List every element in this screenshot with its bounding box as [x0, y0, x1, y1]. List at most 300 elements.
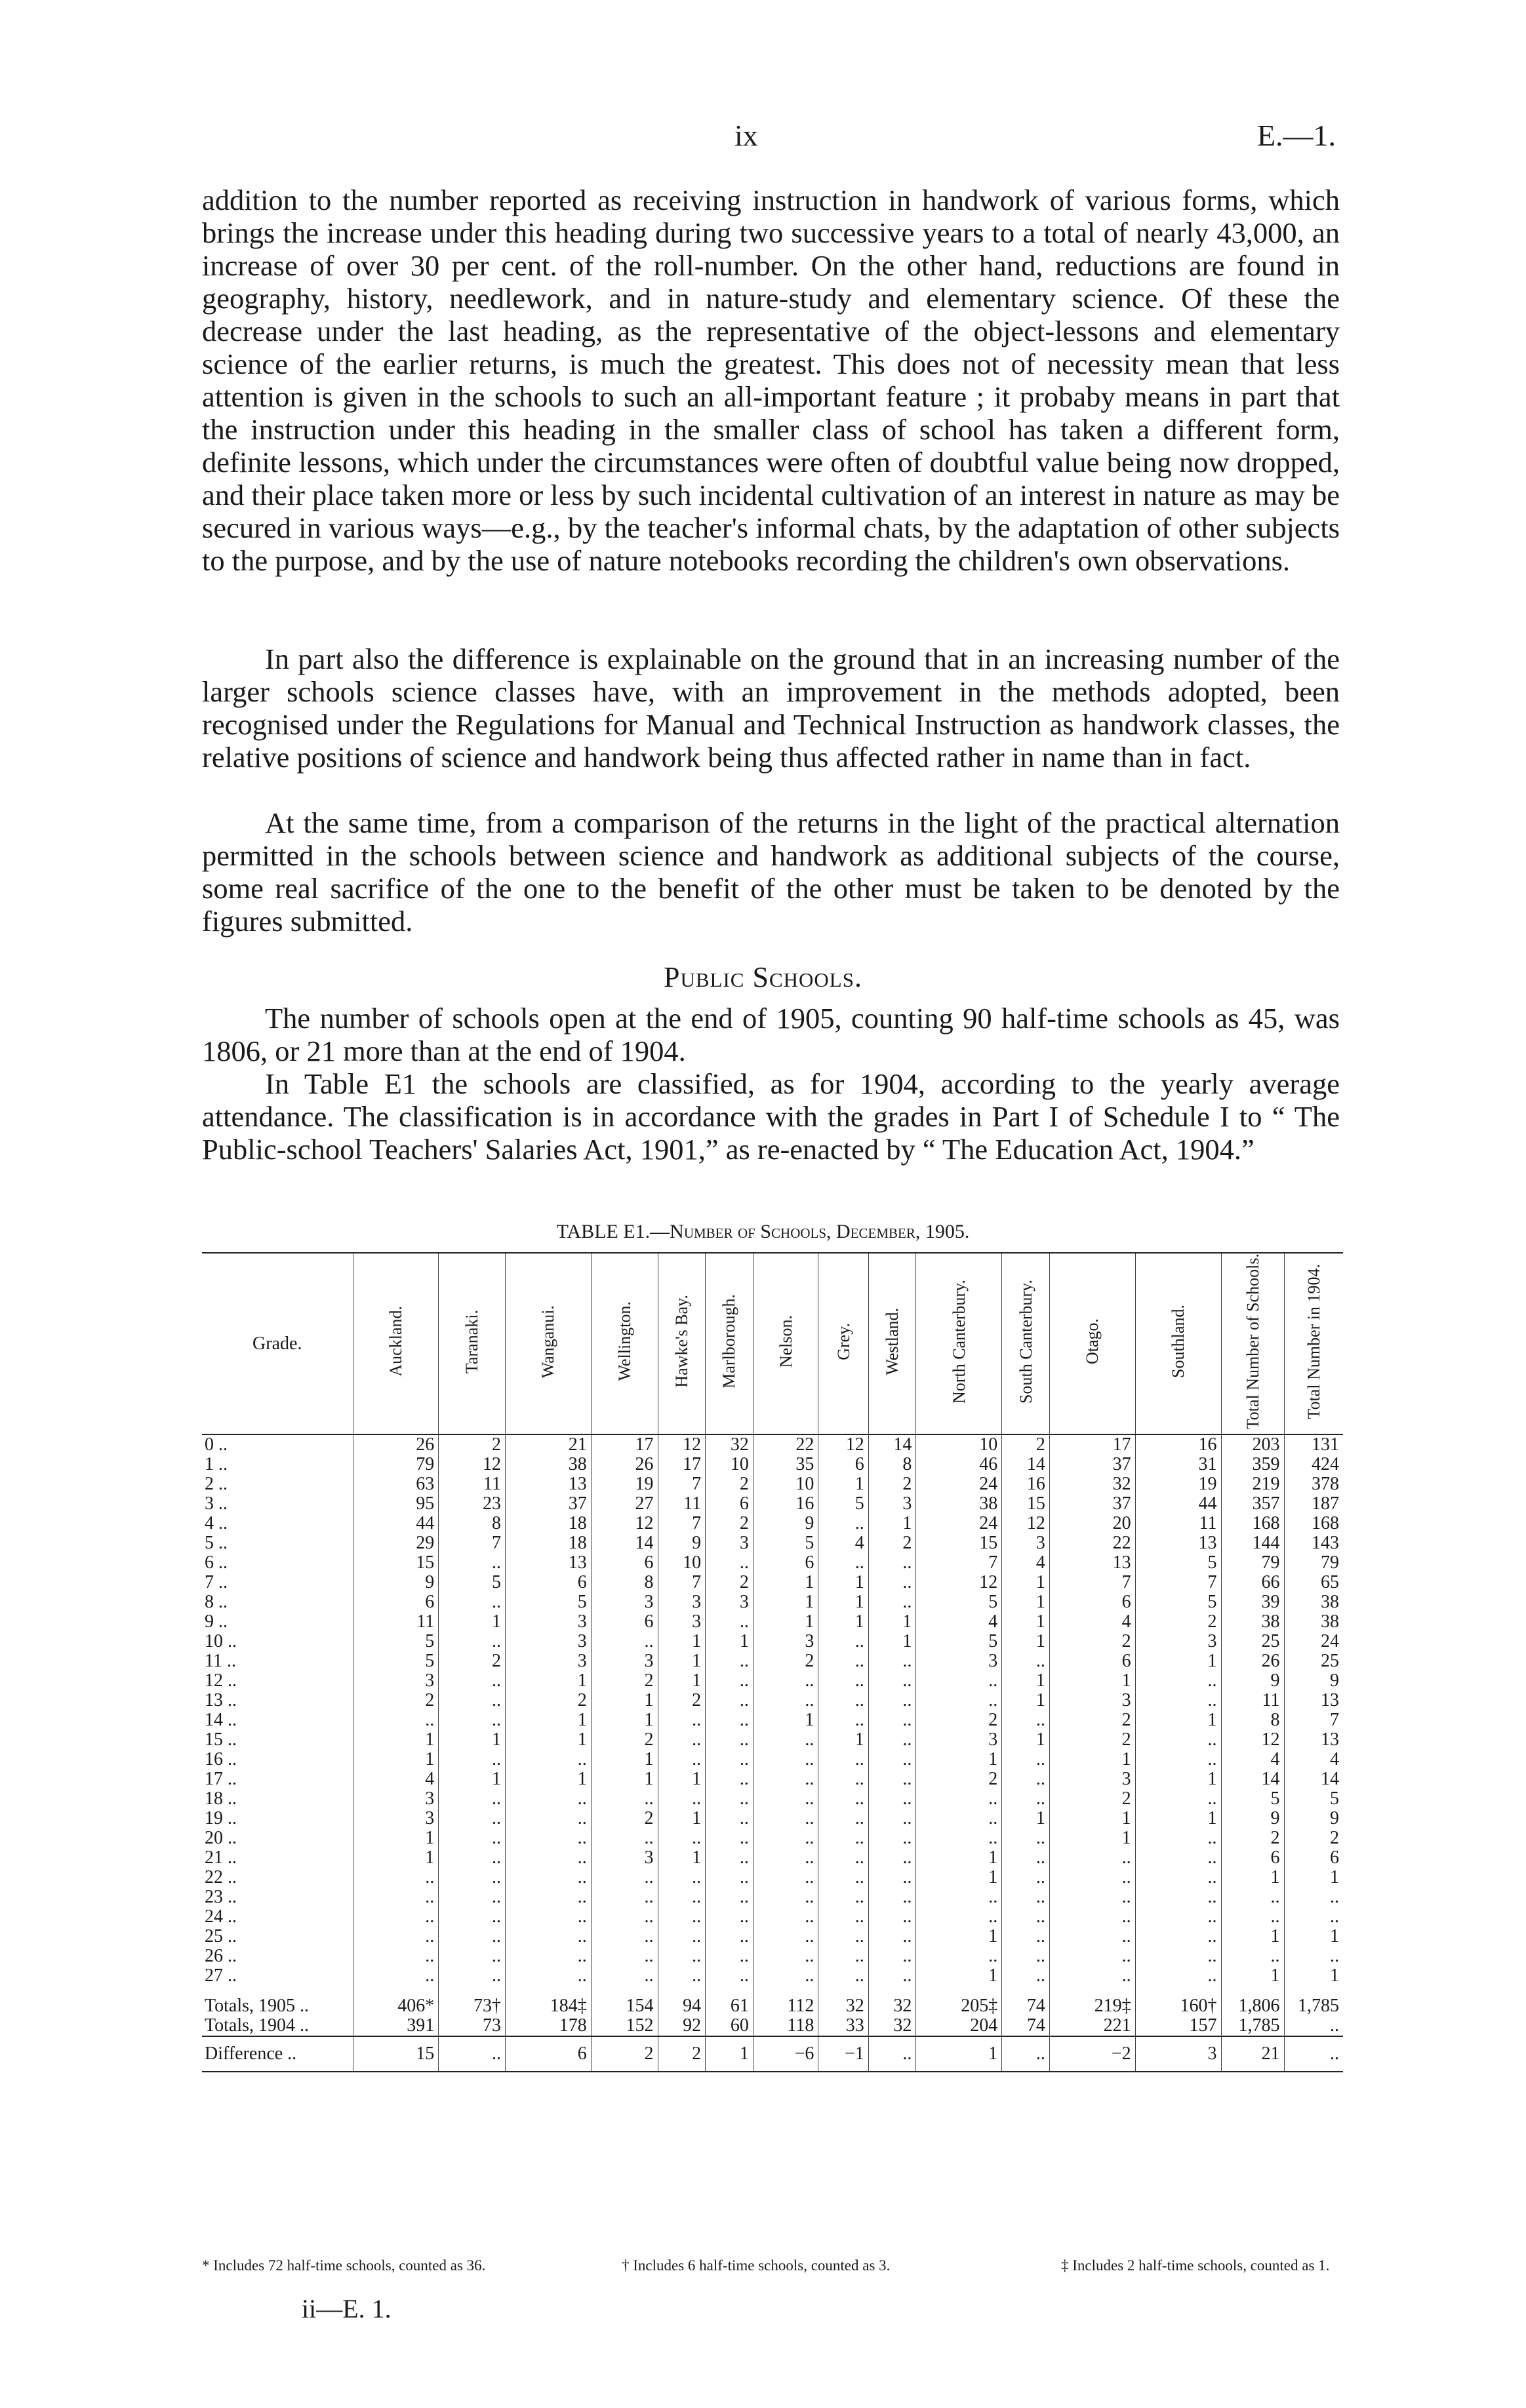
- value-cell: ..: [1135, 1868, 1221, 1887]
- table-row: [202, 1946, 1343, 1966]
- value-cell: 1: [353, 1750, 439, 1769]
- value-cell: 16: [1002, 1474, 1050, 1494]
- value-cell: ..: [706, 1789, 753, 1809]
- value-cell: 6: [591, 1553, 658, 1573]
- value-cell: ..: [591, 1789, 658, 1809]
- value-cell: 25: [1284, 1651, 1343, 1671]
- value-cell: 3: [353, 1809, 439, 1828]
- value-cell: 21: [1221, 2036, 1284, 2072]
- value-cell: 6: [506, 2036, 592, 2072]
- value-cell: 112: [753, 1996, 818, 2016]
- value-cell: 5: [818, 1494, 868, 1514]
- value-cell: 3: [916, 1651, 1002, 1671]
- value-cell: ..: [753, 1769, 818, 1789]
- value-cell: 168: [1221, 1514, 1284, 1533]
- grade-cell: 19 ..: [205, 1808, 237, 1829]
- value-cell: 1,785: [1221, 2016, 1284, 2036]
- value-cell: 221: [1049, 2016, 1135, 2036]
- value-cell: 5: [353, 1651, 439, 1671]
- value-cell: ..: [1002, 1651, 1050, 1671]
- value-cell: 13: [1135, 1533, 1221, 1553]
- value-cell: −2: [1049, 2036, 1135, 2072]
- table-row: [202, 1553, 1343, 1573]
- value-cell: −6: [753, 2036, 818, 2072]
- value-cell: 73†: [439, 1996, 506, 2016]
- spacer-cell: [818, 1986, 868, 1996]
- schools-table: [202, 1252, 1343, 2072]
- value-cell: 27: [591, 1494, 658, 1514]
- table-row: [202, 1769, 1343, 1789]
- value-cell: ..: [753, 1907, 818, 1927]
- value-cell: 1: [916, 1848, 1002, 1868]
- value-cell: ..: [1002, 1828, 1050, 1848]
- value-cell: ..: [1002, 1868, 1050, 1887]
- value-cell: ..: [658, 1730, 706, 1750]
- value-cell: ..: [706, 1730, 753, 1750]
- value-cell: 2: [1284, 1828, 1343, 1848]
- value-cell: 92: [658, 2016, 706, 2036]
- value-cell: 24: [916, 1514, 1002, 1533]
- value-cell: ..: [1284, 1946, 1343, 1966]
- value-cell: ..: [506, 1966, 592, 1986]
- value-cell: ..: [706, 1553, 753, 1573]
- value-cell: 3: [916, 1730, 1002, 1750]
- value-cell: ..: [868, 1671, 916, 1691]
- value-cell: 15: [353, 2036, 439, 2072]
- part-also-text: In part also the difference is explainable on the ground that in an increasing number of the larger schools science classes have, with an improvement in the methods adopted, been recognised under the Regulations for Manual and Technical Instruction as handwork classes, the relative positions of science and handwork being thus affected rather in name than in fact.: [202, 642, 1340, 774]
- value-cell: ..: [1284, 1887, 1343, 1907]
- value-cell: 9: [353, 1573, 439, 1592]
- value-cell: ..: [706, 1848, 753, 1868]
- value-cell: ..: [1221, 1907, 1284, 1927]
- value-cell: 1: [916, 1750, 1002, 1769]
- value-cell: ..: [706, 1691, 753, 1710]
- value-cell: 38: [916, 1494, 1002, 1514]
- value-cell: 1: [1002, 1592, 1050, 1612]
- table-row: [202, 1671, 1343, 1691]
- value-cell: 22: [753, 1434, 818, 1455]
- value-cell: 7: [439, 1533, 506, 1553]
- value-cell: ..: [1049, 1966, 1135, 1986]
- value-cell: 9: [1284, 1671, 1343, 1691]
- value-cell: 5: [1135, 1553, 1221, 1573]
- value-cell: 1: [818, 1612, 868, 1632]
- grade-cell: 24 ..: [205, 1906, 237, 1927]
- value-cell: 2: [506, 1691, 592, 1710]
- value-cell: 1: [439, 1612, 506, 1632]
- value-cell: ..: [1284, 1907, 1343, 1927]
- value-cell: 1: [1135, 1651, 1221, 1671]
- spacer-row: [202, 1986, 1343, 1996]
- value-cell: 38: [1221, 1612, 1284, 1632]
- value-cell: 26: [1221, 1651, 1284, 1671]
- value-cell: 3: [1049, 1691, 1135, 1710]
- value-cell: ..: [706, 1887, 753, 1907]
- value-cell: ..: [753, 1887, 818, 1907]
- value-cell: ..: [868, 1769, 916, 1789]
- value-cell: 2: [1049, 1789, 1135, 1809]
- value-cell: 37: [1049, 1455, 1135, 1474]
- value-cell: 1: [753, 1592, 818, 1612]
- value-cell: 21: [506, 1434, 592, 1455]
- value-cell: ..: [1135, 1848, 1221, 1868]
- value-cell: ..: [506, 1927, 592, 1946]
- value-cell: 2: [658, 2036, 706, 2072]
- spacer-cell: [1135, 1986, 1221, 1996]
- value-cell: ..: [1002, 1966, 1050, 1986]
- grade-cell: 7 ..: [205, 1572, 228, 1593]
- value-cell: ..: [591, 1966, 658, 1986]
- value-cell: ..: [706, 1671, 753, 1691]
- value-cell: ..: [658, 1887, 706, 1907]
- value-cell: 10: [753, 1474, 818, 1494]
- value-cell: 22: [1049, 1533, 1135, 1553]
- value-cell: ..: [1049, 1946, 1135, 1966]
- value-cell: 12: [591, 1514, 658, 1533]
- value-cell: 19: [591, 1474, 658, 1494]
- value-cell: 12: [818, 1434, 868, 1455]
- value-cell: 1: [1221, 1868, 1284, 1887]
- grade-cell: 14 ..: [205, 1710, 237, 1731]
- value-cell: 154: [591, 1996, 658, 2016]
- value-cell: 1: [658, 1632, 706, 1651]
- value-cell: 1: [706, 1632, 753, 1651]
- value-cell: 32: [868, 1996, 916, 2016]
- value-cell: 26: [591, 1455, 658, 1474]
- value-cell: 2: [591, 1671, 658, 1691]
- value-cell: 3: [591, 1592, 658, 1612]
- grade-cell: 20 ..: [205, 1828, 237, 1849]
- value-cell: 17: [658, 1455, 706, 1474]
- grade-cell: 12 ..: [205, 1670, 237, 1691]
- col-header: Marlborough.: [706, 1253, 753, 1434]
- value-cell: 9: [1284, 1809, 1343, 1828]
- grade-cell: 11 ..: [205, 1651, 236, 1672]
- table-header-row: [202, 1253, 1343, 1434]
- value-cell: 4: [1284, 1750, 1343, 1769]
- value-cell: ..: [506, 1828, 592, 1848]
- spacer-cell: [868, 1986, 916, 1996]
- value-cell: 26: [353, 1434, 439, 1455]
- value-cell: 3: [1135, 1632, 1221, 1651]
- value-cell: ..: [818, 1848, 868, 1868]
- value-cell: ..: [868, 1848, 916, 1868]
- value-cell: 1: [916, 1868, 1002, 1887]
- value-cell: ..: [1002, 1848, 1050, 1868]
- value-cell: 219: [1221, 1474, 1284, 1494]
- value-cell: 94: [658, 1996, 706, 2016]
- value-cell: ..: [753, 1828, 818, 1848]
- value-cell: ..: [753, 1750, 818, 1769]
- value-cell: 15: [353, 1553, 439, 1573]
- value-cell: ..: [868, 1946, 916, 1966]
- value-cell: 1: [506, 1730, 592, 1750]
- table-row: [202, 1455, 1343, 1474]
- value-cell: ..: [658, 1927, 706, 1946]
- value-cell: 1: [1002, 1573, 1050, 1592]
- table-row: [202, 1868, 1343, 1887]
- value-cell: ..: [818, 1514, 868, 1533]
- value-cell: ..: [1221, 1946, 1284, 1966]
- value-cell: ..: [868, 1573, 916, 1592]
- value-cell: 13: [506, 1474, 592, 1494]
- value-cell: ..: [439, 2036, 506, 2072]
- value-cell: ..: [506, 1848, 592, 1868]
- value-cell: 25: [1221, 1632, 1284, 1651]
- value-cell: ..: [868, 1730, 916, 1750]
- value-cell: ..: [1135, 1907, 1221, 1927]
- value-cell: ..: [1002, 1907, 1050, 1927]
- value-cell: 5: [506, 1592, 592, 1612]
- value-cell: 2: [1049, 1632, 1135, 1651]
- grade-cell: 2 ..: [205, 1474, 228, 1495]
- value-cell: ..: [753, 1789, 818, 1809]
- value-cell: 11: [1221, 1691, 1284, 1710]
- table-row: [202, 1907, 1343, 1927]
- value-cell: 1: [1002, 1612, 1050, 1632]
- table-row: [202, 1691, 1343, 1710]
- value-cell: 1: [818, 1730, 868, 1750]
- value-cell: ..: [706, 1946, 753, 1966]
- value-cell: 144: [1221, 1533, 1284, 1553]
- value-cell: 16: [753, 1494, 818, 1514]
- grade-cell: 0 ..: [205, 1434, 228, 1455]
- value-cell: 3: [753, 1632, 818, 1651]
- value-cell: 17: [1049, 1434, 1135, 1455]
- col-header: Grey.: [818, 1253, 868, 1434]
- value-cell: 203: [1221, 1434, 1284, 1455]
- value-cell: 187: [1284, 1494, 1343, 1514]
- col-header: Southland.: [1135, 1253, 1221, 1434]
- value-cell: 1: [753, 1612, 818, 1632]
- value-cell: ..: [591, 1887, 658, 1907]
- col-header: Wanganui.: [506, 1253, 592, 1434]
- value-cell: ..: [818, 1828, 868, 1848]
- value-cell: 8: [1221, 1710, 1284, 1730]
- spacer-cell: [506, 1986, 592, 1996]
- value-cell: 2: [706, 1573, 753, 1592]
- value-cell: ..: [439, 1592, 506, 1612]
- value-cell: 44: [1135, 1494, 1221, 1514]
- value-cell: ..: [1049, 1907, 1135, 1927]
- value-cell: 79: [1284, 1553, 1343, 1573]
- value-cell: 378: [1284, 1474, 1343, 1494]
- value-cell: 406*: [353, 1996, 439, 2016]
- value-cell: 1: [1002, 1730, 1050, 1750]
- value-cell: 5: [1284, 1789, 1343, 1809]
- value-cell: 12: [1002, 1514, 1050, 1533]
- value-cell: 357: [1221, 1494, 1284, 1514]
- value-cell: 3: [658, 1612, 706, 1632]
- table-row: [202, 1750, 1343, 1769]
- grade-cell: 8 ..: [205, 1592, 228, 1613]
- spacer-cell: [1284, 1986, 1343, 1996]
- value-cell: ..: [868, 1553, 916, 1573]
- grade-cell: 4 ..: [205, 1513, 228, 1534]
- grade-header: Grade.: [202, 1253, 353, 1434]
- value-cell: 1: [1049, 1671, 1135, 1691]
- value-cell: 3: [868, 1494, 916, 1514]
- value-cell: 9: [1221, 1809, 1284, 1828]
- value-cell: 131: [1284, 1434, 1343, 1455]
- value-cell: 1: [1049, 1828, 1135, 1848]
- value-cell: 31: [1135, 1455, 1221, 1474]
- value-cell: 18: [506, 1514, 592, 1533]
- value-cell: 2: [439, 1434, 506, 1455]
- table-row: [202, 1848, 1343, 1868]
- grade-cell: 9 ..: [205, 1611, 228, 1632]
- value-cell: 3: [1049, 1769, 1135, 1789]
- value-cell: 44: [353, 1514, 439, 1533]
- value-cell: ..: [1002, 1789, 1050, 1809]
- value-cell: 2: [439, 1651, 506, 1671]
- spacer-cell: [753, 1986, 818, 1996]
- table-row: [202, 1573, 1343, 1592]
- value-cell: 9: [1221, 1671, 1284, 1691]
- table-row: [202, 1710, 1343, 1730]
- value-cell: 219‡: [1049, 1996, 1135, 2016]
- value-cell: 19: [1135, 1474, 1221, 1494]
- public-schools-text-2: In Table E1 the schools are classified, as for 1904, according to the yearly average attendance. The classification is in accordance with the grades in Part I of Schedule I to “ The Public-school Teachers' Salaries Act, 1901,” as re-enacted by “ The Education Act, 1904.”: [202, 1067, 1340, 1166]
- value-cell: 5: [916, 1592, 1002, 1612]
- value-cell: ..: [868, 1966, 916, 1986]
- value-cell: ..: [753, 1946, 818, 1966]
- value-cell: 3: [591, 1848, 658, 1868]
- value-cell: 13: [1049, 1553, 1135, 1573]
- value-cell: ..: [868, 1828, 916, 1848]
- value-cell: 37: [506, 1494, 592, 1514]
- value-cell: 205‡: [916, 1996, 1002, 2016]
- footnote-star: * Includes 72 half-time schools, counted as 36.: [202, 2257, 486, 2274]
- value-cell: ..: [706, 1769, 753, 1789]
- value-cell: ..: [1002, 1927, 1050, 1946]
- value-cell: ..: [1049, 1848, 1135, 1868]
- value-cell: ..: [916, 1887, 1002, 1907]
- value-cell: 5: [353, 1632, 439, 1651]
- value-cell: ..: [818, 1769, 868, 1789]
- spacer-cell: [706, 1986, 753, 1996]
- value-cell: ..: [753, 1868, 818, 1887]
- value-cell: ..: [591, 1868, 658, 1887]
- table-row: [202, 1592, 1343, 1612]
- value-cell: ..: [439, 1710, 506, 1730]
- value-cell: 1: [916, 2036, 1002, 2072]
- value-cell: 65: [1284, 1573, 1343, 1592]
- col-header: South Canterbury.: [1002, 1253, 1050, 1434]
- value-cell: ..: [1135, 1946, 1221, 1966]
- value-cell: 14: [591, 1533, 658, 1553]
- value-cell: ..: [439, 1868, 506, 1887]
- value-cell: 5: [1135, 1592, 1221, 1612]
- same-time-paragraph: [202, 806, 1340, 938]
- value-cell: 24: [916, 1474, 1002, 1494]
- value-cell: ..: [439, 1671, 506, 1691]
- value-cell: ..: [818, 1553, 868, 1573]
- value-cell: ..: [916, 1828, 1002, 1848]
- grade-cell: Totals, 1905 ..: [205, 1996, 310, 2017]
- value-cell: ..: [868, 1927, 916, 1946]
- value-cell: ..: [1135, 1887, 1221, 1907]
- value-cell: 11: [658, 1494, 706, 1514]
- value-cell: 1: [868, 1632, 916, 1651]
- value-cell: ..: [591, 1828, 658, 1848]
- value-cell: ..: [439, 1828, 506, 1848]
- value-cell: 1: [1002, 1671, 1050, 1691]
- grade-cell: 10 ..: [205, 1631, 237, 1652]
- value-cell: ..: [1135, 1927, 1221, 1946]
- value-cell: ..: [506, 1946, 592, 1966]
- value-cell: ..: [818, 1946, 868, 1966]
- value-cell: 152: [591, 2016, 658, 2036]
- col-header: Hawke's Bay.: [658, 1253, 706, 1434]
- value-cell: ..: [1135, 1730, 1221, 1750]
- value-cell: ..: [868, 1789, 916, 1809]
- value-cell: 1: [868, 1514, 916, 1533]
- value-cell: ..: [706, 1651, 753, 1671]
- value-cell: 6: [1284, 1848, 1343, 1868]
- value-cell: −1: [818, 2036, 868, 2072]
- value-cell: 1: [753, 1573, 818, 1592]
- value-cell: ..: [818, 1887, 868, 1907]
- col-header: Auckland.: [353, 1253, 439, 1434]
- value-cell: ..: [868, 1592, 916, 1612]
- value-cell: 7: [658, 1514, 706, 1533]
- value-cell: 6: [1221, 1848, 1284, 1868]
- value-cell: 73: [439, 2016, 506, 2036]
- value-cell: 1: [658, 1769, 706, 1789]
- value-cell: 20: [1049, 1514, 1135, 1533]
- value-cell: ..: [1002, 1887, 1050, 1907]
- page-signature: ii—E. 1.: [302, 2294, 392, 2323]
- value-cell: ..: [353, 1907, 439, 1927]
- value-cell: 35: [753, 1455, 818, 1474]
- grade-cell: 6 ..: [205, 1552, 228, 1573]
- public-schools-paragraph-2: [202, 1067, 1340, 1166]
- value-cell: ..: [706, 1868, 753, 1887]
- value-cell: ..: [353, 1710, 439, 1730]
- value-cell: ..: [916, 1946, 1002, 1966]
- value-cell: 23: [439, 1494, 506, 1514]
- value-cell: ..: [1002, 1769, 1050, 1789]
- value-cell: ..: [916, 1789, 1002, 1809]
- grade-cell: 27 ..: [205, 1965, 237, 1986]
- value-cell: 16: [1135, 1434, 1221, 1455]
- value-cell: ..: [818, 1750, 868, 1769]
- value-cell: ..: [818, 1907, 868, 1927]
- value-cell: ..: [706, 1750, 753, 1769]
- value-cell: 2: [1135, 1612, 1221, 1632]
- intro-text: addition to the number reported as receiving instruction in handwork of various forms, which brings the increase under this heading during two successive years to a total of nearly 43,000, an increase of over 30 per cent. of the roll-number. On the other hand, reductions are found in geography, history, needlework, and in nature-study and elementary science. Of these the decrease under the last heading, as the representative of the object-lessons and elementary science of the earlier returns, is much the greatest. This does not of necessity mean that less attention is given in the schools to such an all-important feature ; it probaby means in part that the instruction under this heading in the smaller class of school has taken a different form, definite lessons, which under the circumstances were often of doubtful value being now dropped, and their place taken more or less by such incidental cultivation of an interest in nature as may be secured in various ways—e.g., by the teacher's informal chats, by the adaptation of other subjects to the purpose, and by the use of nature notebooks recording the children's own observations.: [202, 184, 1340, 577]
- value-cell: ..: [916, 1809, 1002, 1828]
- value-cell: ..: [1135, 1671, 1221, 1691]
- value-cell: ..: [1135, 1789, 1221, 1809]
- value-cell: ..: [353, 1868, 439, 1887]
- intro-paragraph: [202, 184, 1340, 577]
- value-cell: 32: [1049, 1474, 1135, 1494]
- value-cell: 33: [818, 2016, 868, 2036]
- value-cell: 2: [868, 1533, 916, 1553]
- value-cell: ..: [753, 1809, 818, 1828]
- value-cell: 18: [506, 1533, 592, 1553]
- value-cell: 3: [353, 1789, 439, 1809]
- value-cell: 46: [916, 1455, 1002, 1474]
- value-cell: ..: [916, 1671, 1002, 1691]
- spacer-cell: [1221, 1986, 1284, 1996]
- value-cell: 32: [868, 2016, 916, 2036]
- table-row: [202, 1494, 1343, 1514]
- value-cell: ..: [868, 1907, 916, 1927]
- value-cell: 60: [706, 2016, 753, 2036]
